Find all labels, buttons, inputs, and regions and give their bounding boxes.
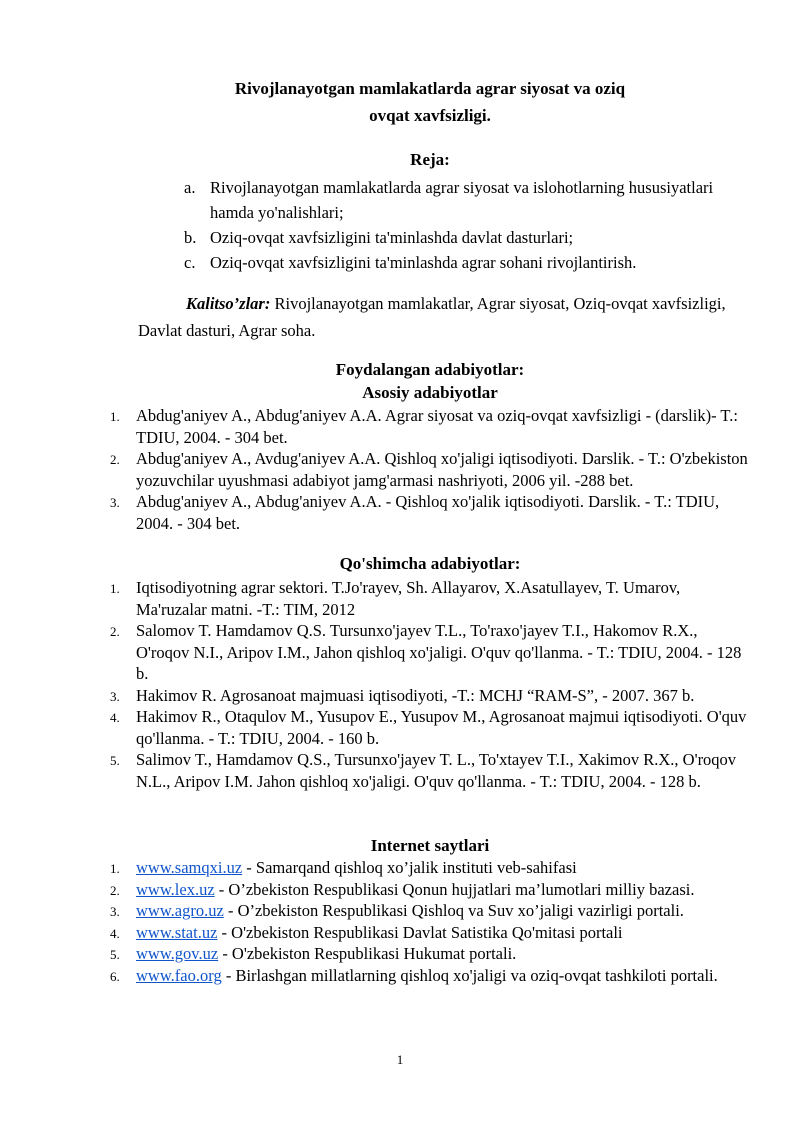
list-item [110,577,750,620]
plan-item-marker: c. [184,253,196,272]
list-item [110,491,750,534]
list-item [110,706,750,749]
website-link[interactable]: www.stat.uz [136,922,218,942]
list-item-number: 1. [110,581,120,596]
page-number: 1 [396,1052,404,1067]
list-item-number: 1. [110,409,120,424]
list-item-text: Hakimov R., Otaqulov M., Yusupov E., Yusupov M., Agrosanoat majmui iqtisodiyoti. O'quv qo'llanma. - T.: TDIU, 2004. - 160 b. [136,707,747,748]
main-references-heading: Asosiy adabiyotlar [362,383,498,402]
list-item-text: Salimov T., Hamdamov Q.S., Tursunxo'jayev T. L., To'xtayev T.I., Xakimov R.X., O'roqov N.L., Aripov I.M. Jahon qishloq xo'jaligi. O'quv qo'llanma. - T.: TDIU, 2004. - 128 b. [136,750,737,791]
list-item [110,620,750,685]
website-description: - Samarqand qishloq xo’jalik instituti veb-sahifasi [242,858,577,877]
list-item-number: 4. [110,710,120,725]
website-link[interactable]: www.fao.org [136,965,222,985]
list-item-text: Hakimov R. Agrosanoat majmuasi iqtisodiyoti, -T.: MCHJ “RAM-S”, - 2007. 367 b. [136,685,695,705]
plan-item-text: Oziq-ovqat xavfsizligini ta'minlashda agrar sohani rivojlantirish. [210,253,637,272]
website-description: - O’zbekiston Respublikasi Qishloq va Suv xo’jaligi vazirligi portali. [223,901,684,920]
list-item-text: Abdug'aniyev A., Abdug'aniyev A.A. Agrar siyosat va oziq-ovqat xavfsizligi - (darslik)- T.: TDIU, 2004. - 304 bet. [136,406,738,447]
list-item [110,900,750,922]
extra-references-list [110,577,750,792]
plan-item-marker: a. [184,178,196,197]
list-item-number: 3. [110,495,120,510]
list-item-number: 3. [110,688,120,704]
title-line-2: ovqat xavfsizligi. [369,106,491,125]
list-item-number: 2. [110,452,120,467]
website-description: - O'zbekiston Respublikasi Davlat Satistika Qo'mitasi portali [217,922,623,942]
list-item-text: Iqtisodiyotning agrar sektori. T.Jo'rayev, Sh. Allayarov, X.Asatullayev, T. Umarov, Ma'ruzalar matni. -T.: TIM, 2012 [136,578,681,619]
keywords-label: Kalitso’zlar: [186,294,271,313]
website-link[interactable]: www.agro.uz [136,901,224,920]
plan-item-marker: b. [184,228,197,247]
list-item [110,749,750,792]
list-item-number: 5. [110,947,120,962]
list-item [110,685,750,707]
list-item-number: 6. [110,968,120,984]
references-heading: Foydalangan adabiyotlar: [335,360,525,379]
website-description: - O’zbekiston Respublikasi Qonun hujjatlari ma’lumotlari milliy bazasi. [214,879,695,899]
website-link[interactable]: www.lex.uz [136,879,215,899]
extra-references-heading: Qo'shimcha adabiyotlar: [339,554,521,573]
title-line-1: Rivojlanayotgan mamlakatlarda agrar siyosat va oziq [234,79,626,98]
plan-item [184,250,744,275]
list-item [110,857,750,879]
plan-list [184,175,744,275]
keywords-text: Rivojlanayotgan mamlakatlar, Agrar siyosat, Oziq-ovqat xavfsizligi, Davlat dasturi, Agrar soha. [138,294,726,340]
plan-item-text: Rivojlanayotgan mamlakatlarda agrar siyosat va islohotlarning hususiyatlari hamda yo'nalishlari; [210,178,714,222]
list-item-number: 2. [110,624,120,639]
plan-item [184,175,744,225]
web-resources-heading: Internet saytlari [370,836,490,855]
keywords-paragraph [138,290,728,344]
web-resources-list [110,857,750,986]
list-item [110,405,750,448]
website-description: - Birlashgan millatlarning qishloq xo'jaligi va oziq-ovqat tashkiloti portali. [221,965,718,985]
list-item-number: 1. [110,861,120,876]
list-item [110,943,750,965]
list-item-number: 2. [110,882,120,898]
list-item [110,965,750,987]
plan-item [184,225,744,250]
document-title [0,75,800,129]
list-item [110,448,750,491]
main-references-list [110,405,750,534]
list-item-text: Salomov T. Hamdamov Q.S. Tursunxo'jayev T.L., To'raxo'jayev T.I., Hakomov R.X., O'roqov N.I., Aripov I.M., Jahon qishloq xo'jaligi. O'quv qo'llanma. - T.: TDIU, 2004. - 128 b. [136,621,742,683]
list-item-text: Abdug'aniyev A., Avdug'aniyev A.A. Qishloq xo'jaligi iqtisodiyoti. Darslik. - T.: O'zbekiston yozuvchilar uyushmasi adabiyot jamg'armasi nashriyoti, 2006 yil. -288 bet. [136,449,748,490]
list-item-number: 5. [110,753,120,768]
website-link[interactable]: www.gov.uz [136,944,219,963]
list-item-text: Abdug'aniyev A., Abdug'aniyev A.A. - Qishloq xo'jalik iqtisodiyoti. Darslik. - T.: TDIU, 2004. - 304 bet. [136,492,720,533]
plan-item-text: Oziq-ovqat xavfsizligini ta'minlashda davlat dasturlari; [210,228,574,247]
list-item-number: 4. [110,925,120,941]
list-item-number: 3. [110,904,120,919]
plan-heading: Reja: [410,150,450,169]
website-description: - O'zbekiston Respublikasi Hukumat portali. [218,944,517,963]
list-item [110,879,750,901]
list-item [110,922,750,944]
website-link[interactable]: www.samqxi.uz [136,858,243,877]
